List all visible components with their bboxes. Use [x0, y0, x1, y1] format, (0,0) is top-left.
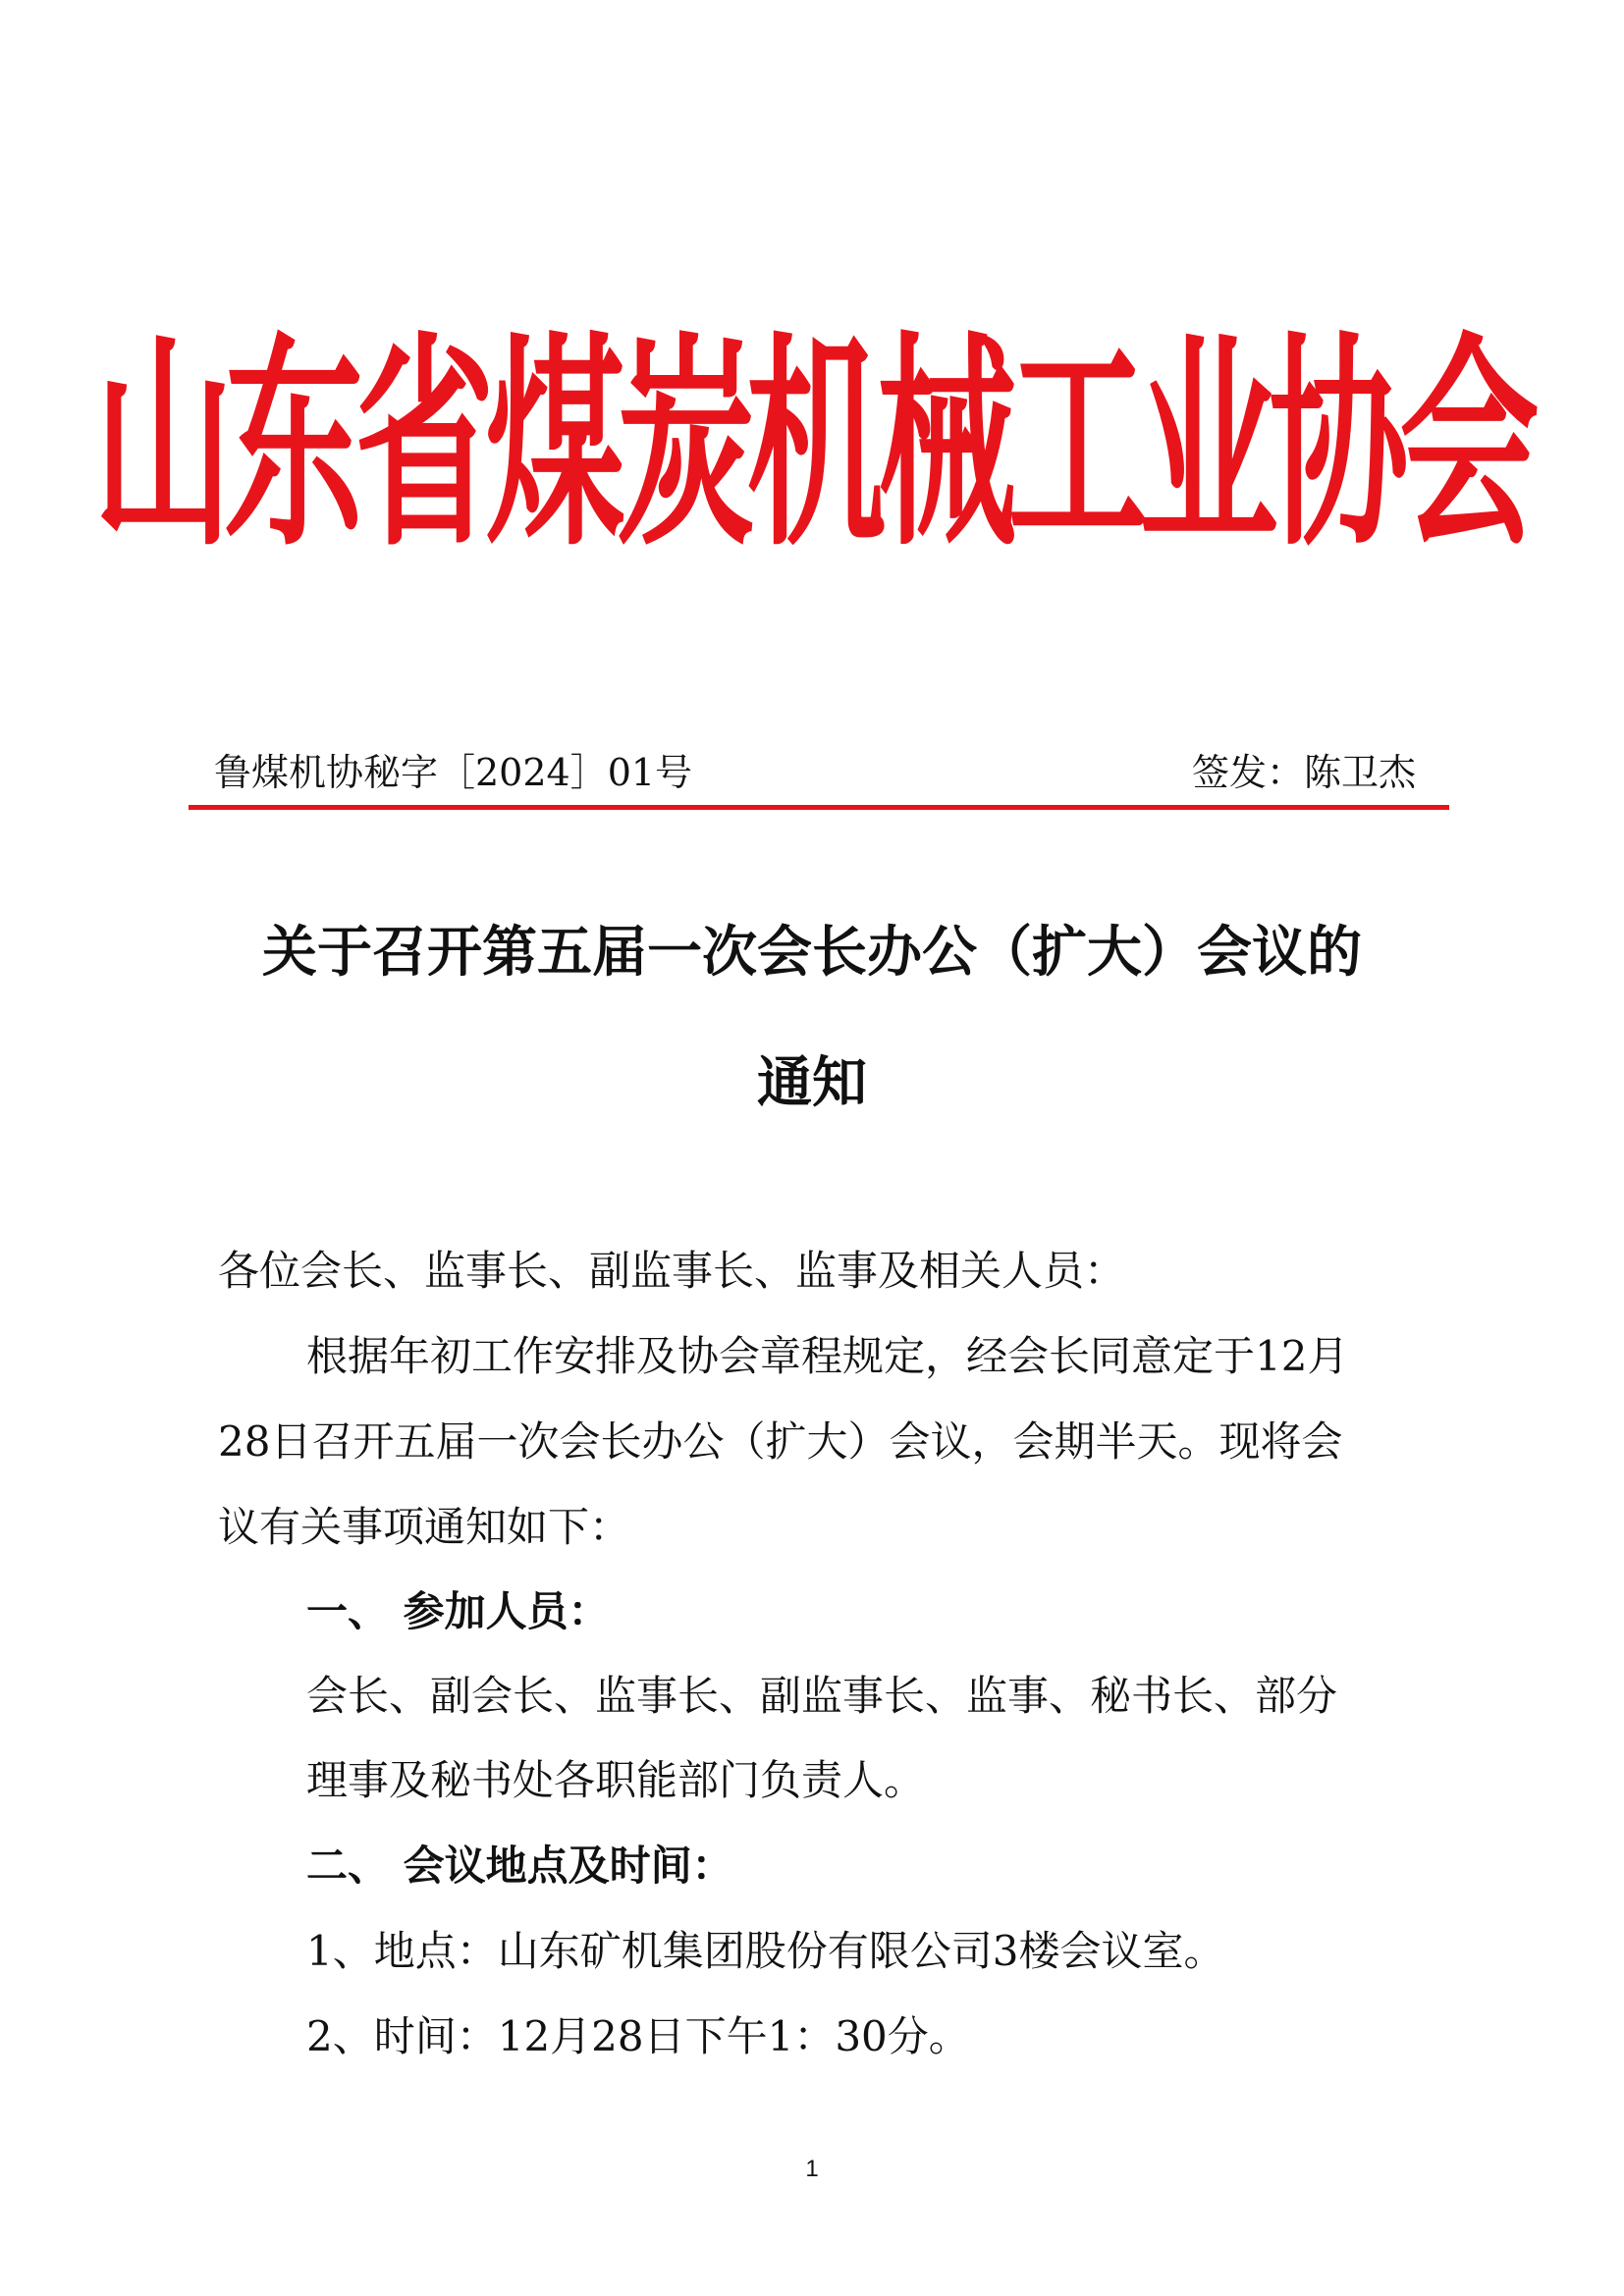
document-title-line-2: 通知: [757, 1050, 867, 1115]
document-title-line-1: 关于召开第五届一次会长办公（扩大）会议的: [262, 920, 1362, 985]
meeting-time: 2、时间：12月28日下午1：30分。: [306, 2012, 970, 2060]
signer: 签发：陈卫杰: [1191, 751, 1416, 794]
red-divider-line: [189, 805, 1449, 810]
section-1-heading: 一、 参加人员：: [306, 1587, 610, 1635]
section-1-line-2: 理事及秘书处各职能部门负责人。: [306, 1756, 926, 1804]
intro-paragraph-line-3: 议有关事项通知如下：: [218, 1503, 631, 1551]
section-2-heading: 二、 会议地点及时间：: [306, 1842, 733, 1890]
intro-paragraph-line-1: 根据年初工作安排及协会章程规定，经会长同意定于12月: [306, 1332, 1349, 1380]
document-number: 鲁煤机协秘字［2024］01号: [214, 751, 693, 794]
masthead-organization-name: 山东省煤炭机械工业协会: [93, 314, 1531, 577]
section-1-line-1: 会长、副会长、监事长、副监事长、监事、秘书长、部分: [306, 1672, 1338, 1720]
page-number: 1: [805, 2156, 819, 2182]
intro-paragraph-line-2: 28日召开五届一次会长办公（扩大）会议，会期半天。现将会: [218, 1417, 1343, 1466]
meeting-location: 1、地点：山东矿机集团股份有限公司3楼会议室。: [306, 1927, 1225, 1975]
salutation: 各位会长、监事长、副监事长、监事及相关人员：: [218, 1247, 1126, 1295]
